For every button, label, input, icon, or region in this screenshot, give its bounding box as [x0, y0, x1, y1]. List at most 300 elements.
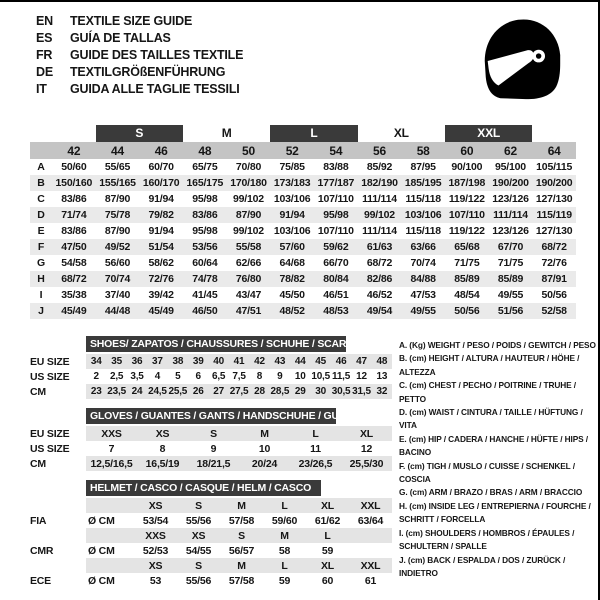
measure-value: 87/91 [541, 273, 567, 285]
measure-value: 107/110 [317, 193, 354, 205]
measure-row [30, 303, 576, 319]
size-value: 34 [90, 356, 102, 367]
helmet-size-label: L [324, 529, 331, 542]
size-value: 26 [192, 386, 204, 397]
language-row [36, 29, 243, 46]
language-code: IT [36, 81, 47, 96]
size-number: 48 [198, 143, 212, 158]
measure-value: 190/200 [492, 177, 529, 189]
measure-value: 84/88 [410, 273, 436, 285]
language-row [36, 63, 243, 80]
size-group-m: M [221, 126, 232, 140]
measure-value: 87/90 [235, 209, 262, 221]
measure-value: 107/110 [448, 209, 485, 221]
size-value: 4 [154, 371, 161, 382]
measure-value: 49/54 [366, 305, 393, 317]
standard-label: CMR [30, 544, 54, 557]
measure-value: 45/49 [148, 305, 174, 317]
measure-value: 190/200 [535, 177, 573, 189]
measure-value: 82/86 [366, 273, 393, 285]
measure-value: 47/51 [235, 305, 262, 317]
measure-value: 105/115 [536, 161, 573, 173]
size-value: 10 [294, 371, 306, 382]
language-list [36, 12, 243, 97]
size-number: 42 [67, 143, 81, 158]
row-label: US SIZE [30, 370, 70, 383]
size-value: 28,5 [270, 386, 290, 397]
helmet-size-label: L [281, 499, 288, 512]
measure-row [30, 175, 576, 191]
measure-value: 71/74 [61, 209, 87, 221]
row-values [86, 354, 392, 369]
legend-item: E. (cm) HIP / CADERA / HANCHE / HÜFTE / HIPS / BACINO [399, 433, 589, 458]
size-value: XL [359, 427, 374, 440]
measure-value: 45/50 [279, 289, 305, 301]
size-value: 2 [93, 371, 99, 382]
size-value: 12 [356, 371, 367, 382]
size-group-l: L [270, 125, 357, 142]
textile-size-table [30, 125, 576, 319]
language-title: GUIDE DES TAILLES TEXTILE [70, 47, 244, 62]
measure-value: 64/68 [279, 257, 305, 269]
measure-value: 119/122 [448, 193, 485, 205]
legend-item: B. (cm) HEIGHT / ALTURA / HAUTEUR / HÖHE / ALTEZZA [399, 353, 580, 377]
legend-item: J. (cm) BACK / ESPALDA / DOS / ZURÜCK / INDIETRO [399, 554, 566, 578]
measure-value: 111/114 [362, 193, 397, 205]
size-value: 6 [195, 371, 201, 382]
row-values [86, 369, 392, 384]
helmet-title: HELMET / CASCO / CASQUE / HELM / CASCO [86, 480, 321, 496]
helmet-size-row [30, 558, 392, 573]
row-label: CM [30, 385, 46, 398]
size-value: 5 [175, 371, 181, 382]
size-value: 27,5 [229, 386, 249, 397]
measure-value: 48/54 [454, 289, 480, 301]
language-row [36, 80, 243, 97]
measure-value: 91/94 [148, 193, 174, 205]
row-letter: A [37, 161, 45, 173]
measure-value: 91/94 [279, 209, 305, 221]
size-value: 13 [376, 371, 388, 382]
legend-item: A. (Kg) WEIGHT / PESO / POIDS / GEWITCH / PESO [399, 340, 596, 350]
size-value: 8 [159, 442, 166, 455]
legend-item: F. (cm) TIGH / MUSLO / CUISSE / SCHENKEL / COSCIA [399, 460, 575, 485]
measure-value: 47/50 [61, 241, 87, 253]
measure-value: 48/53 [323, 305, 349, 317]
measure-value: 107/110 [317, 225, 354, 237]
size-value: 39 [192, 356, 204, 367]
measure-value: 119/122 [448, 225, 485, 237]
head-circumference-value: 54/55 [185, 544, 212, 557]
head-circumference-value: 61 [364, 574, 377, 587]
helmet-table [30, 480, 392, 588]
size-number: 52 [285, 143, 299, 158]
size-value: M [260, 427, 269, 440]
language-code: ES [36, 30, 53, 45]
row-letter: D [37, 209, 45, 221]
size-value: 35 [111, 356, 122, 367]
helmet-size-label: XL [320, 499, 335, 512]
measure-value: 44/48 [104, 305, 131, 317]
measure-value: 78/82 [279, 273, 305, 285]
measure-value: 68/72 [541, 241, 567, 253]
measure-value: 68/72 [366, 257, 393, 269]
measure-value: 68/72 [61, 273, 87, 285]
language-row [36, 46, 243, 63]
head-circumference-value: 59 [321, 544, 334, 557]
helmet-size-label: S [238, 529, 245, 542]
row-letter: F [37, 241, 45, 253]
measure-value: 46/50 [192, 305, 218, 317]
size-value: 29 [294, 386, 306, 397]
measure-value: 115/119 [536, 209, 572, 221]
size-value: 10,5 [311, 371, 330, 382]
measure-value: 46/52 [366, 289, 393, 301]
measure-value: 127/130 [535, 193, 573, 205]
measure-value: 95/100 [495, 161, 526, 173]
head-circumference-value: 57/58 [228, 514, 255, 527]
size-value: 3,5 [130, 371, 144, 382]
row-values [86, 441, 392, 456]
measure-row [30, 271, 576, 287]
legend-list [399, 339, 599, 580]
language-title: GUÍA DE TALLAS [70, 30, 171, 45]
measure-value: 70/74 [104, 273, 131, 285]
size-number: 56 [373, 143, 386, 158]
helmet-size-label: L [281, 559, 288, 572]
legend-item: I. (cm) SHOULDERS / HOMBROS / ÉPAULES / SCHULTERN / SPALLE [399, 527, 575, 552]
measure-value: 66/70 [323, 257, 349, 269]
size-table-row [30, 426, 392, 441]
measure-value: 47/53 [410, 289, 436, 301]
row-letter: E [37, 225, 45, 237]
unit-label: Ø CM [88, 544, 115, 557]
size-value: 16,5/19 [145, 457, 180, 470]
measure-value: 155/165 [99, 177, 136, 189]
size-value: 36 [131, 356, 143, 367]
measure-value: 103/106 [273, 225, 311, 237]
size-number: 46 [154, 143, 168, 158]
measure-value: 41/45 [192, 289, 218, 301]
measure-value: 46/51 [323, 289, 349, 301]
measure-value: 60/70 [148, 161, 174, 173]
size-group-spacer [30, 125, 96, 142]
size-number: 64 [547, 143, 561, 158]
row-label: EU SIZE [30, 355, 70, 368]
gloves-table [30, 408, 392, 471]
measure-value: 127/130 [535, 225, 573, 237]
head-circumference-value: 59/60 [271, 514, 298, 527]
size-value: 37 [152, 356, 163, 367]
measure-value: 79/82 [148, 209, 174, 221]
measure-value: 95/98 [192, 225, 218, 237]
measure-value: 165/175 [186, 177, 224, 189]
size-value: 12,5/16,5 [90, 457, 133, 470]
row-letter: G [37, 257, 45, 269]
size-table-row [30, 441, 392, 456]
measure-value: 83/86 [61, 225, 87, 237]
measure-value: 85/89 [454, 273, 480, 285]
measure-value: 49/55 [497, 289, 524, 301]
row-letter: J [38, 305, 44, 317]
helmet-size-labels [86, 528, 392, 543]
size-value: 25,5 [168, 386, 188, 397]
measure-value: 123/126 [492, 225, 529, 237]
size-value: 47 [356, 356, 367, 367]
size-table-row [30, 369, 392, 384]
legend-item: D. (cm) WAIST / CINTURA / TAILLE / HÜFTUNG / VITA [399, 407, 583, 431]
helmet-body [30, 498, 392, 588]
size-value: 31,5 [352, 386, 371, 397]
helmet-size-label: M [280, 529, 289, 542]
measure-value: 87/95 [410, 161, 436, 173]
shoes-title: SHOES/ ZAPATOS / CHAUSSURES / SCHUHE / SCARPE [86, 336, 346, 352]
helmet-values [86, 573, 392, 588]
measure-value: 72/76 [148, 273, 174, 285]
size-table-row [30, 384, 392, 399]
helmet-size-label: M [237, 559, 246, 572]
row-label: CM [30, 457, 46, 470]
measure-value: 83/88 [323, 161, 349, 173]
helmet-size-label: S [195, 499, 202, 512]
measure-value: 70/74 [410, 257, 436, 269]
size-value: 45 [315, 356, 327, 367]
measure-value: 49/52 [104, 241, 131, 253]
helmet-size-labels [86, 498, 392, 513]
size-value: L [312, 427, 319, 440]
shoes-body [30, 354, 392, 399]
textile-size-row [30, 142, 576, 159]
size-value: 20/24 [251, 457, 278, 470]
size-value: 7 [108, 442, 115, 455]
size-value: 30,5 [331, 386, 351, 397]
measure-row [30, 239, 576, 255]
measure-value: 58/62 [148, 257, 174, 269]
measure-value: 87/90 [104, 193, 131, 205]
measure-value: 35/38 [61, 289, 87, 301]
measure-value: 70/80 [235, 161, 262, 173]
textile-body [30, 159, 576, 319]
measure-value: 111/114 [362, 225, 397, 237]
helmet-size-label: XS [148, 499, 163, 512]
measure-value: 71/75 [497, 257, 524, 269]
measure-value: 115/118 [405, 225, 441, 237]
head-circumference-value: 61/62 [314, 514, 341, 527]
language-code: DE [36, 64, 53, 79]
size-value: S [210, 427, 217, 440]
head-circumference-value: 53 [149, 574, 162, 587]
row-letter: C [37, 193, 45, 205]
measure-value: 99/102 [233, 193, 264, 205]
legend-item: G. (cm) ARM / BRAZO / BRAS / ARM / BRACCIO [399, 487, 583, 498]
measure-value: 80/84 [323, 273, 349, 285]
size-value: 40 [213, 356, 224, 367]
size-group-s: S [96, 125, 183, 142]
measure-value: 49/55 [410, 305, 436, 317]
size-value: 42 [254, 356, 265, 367]
row-label: US SIZE [30, 442, 70, 455]
measure-value: 55/58 [235, 241, 262, 253]
measure-value: 90/100 [451, 161, 483, 173]
helmet-value-row [30, 543, 392, 558]
size-number: 44 [111, 143, 124, 158]
measure-value: 74/78 [192, 273, 218, 285]
measure-value: 65/75 [192, 161, 218, 173]
helmet-size-label: XXS [145, 529, 166, 542]
measure-value: 51/56 [497, 305, 524, 317]
measure-value: 91/94 [148, 225, 174, 237]
measure-value: 76/80 [235, 273, 262, 285]
head-circumference-value: 57/58 [228, 574, 255, 587]
helmet-size-label: S [195, 559, 202, 572]
row-letter: I [39, 289, 43, 301]
size-value: 38 [172, 356, 184, 367]
head-circumference-value: 63/64 [357, 514, 384, 527]
size-value: 24 [131, 386, 143, 397]
size-group-spacer [532, 125, 576, 142]
size-table-row [30, 354, 392, 369]
measure-value: 50/56 [541, 289, 567, 301]
language-code: FR [36, 47, 53, 62]
helmet-size-label: XS [191, 529, 206, 542]
measure-value: 123/126 [492, 193, 529, 205]
measure-value: 48/52 [279, 305, 305, 317]
language-code: EN [36, 13, 53, 28]
measure-value: 95/98 [323, 209, 349, 221]
helmet-size-label: XS [148, 559, 163, 572]
measure-value: 52/58 [541, 305, 567, 317]
size-value: 23/26,5 [298, 457, 333, 470]
size-value: 9 [210, 442, 217, 455]
size-value: 24,5 [148, 386, 167, 397]
size-group-xxl: XXL [445, 125, 532, 142]
size-value: 30 [315, 386, 327, 397]
size-number: 62 [504, 143, 517, 158]
head-circumference-value: 55/56 [185, 574, 212, 587]
row-values [86, 384, 392, 399]
size-value: 9 [277, 371, 283, 382]
size-value: 25,5/30 [349, 457, 384, 470]
measure-value: 103/106 [404, 209, 442, 221]
measure-value: 39/42 [148, 289, 174, 301]
measure-value: 85/89 [497, 273, 524, 285]
language-row [36, 12, 243, 29]
measure-value: 85/92 [366, 161, 393, 173]
size-value: 18/21,5 [196, 457, 231, 470]
measure-value: 173/183 [273, 177, 311, 189]
legend-item: C. (cm) CHEST / PECHO / POITRINE / TRUHE / PETTO [399, 380, 576, 404]
measure-row [30, 287, 576, 303]
helmet-icon [472, 10, 570, 108]
size-value: 8 [256, 371, 263, 382]
size-group-xl: XL [393, 126, 409, 140]
head-circumference-value: 56/57 [228, 544, 255, 557]
size-value: 44 [294, 356, 306, 367]
unit-label: Ø CM [88, 514, 115, 527]
helmet-size-label: M [237, 499, 246, 512]
size-value: 23,5 [107, 386, 126, 397]
unit-label: Ø CM [88, 574, 115, 587]
helmet-size-row [30, 498, 392, 513]
measure-value: 187/198 [448, 177, 486, 189]
measure-value: 62/66 [235, 257, 262, 269]
size-value: 10 [258, 442, 271, 455]
measure-value: 75/78 [104, 209, 131, 221]
measure-value: 83/86 [192, 209, 218, 221]
standard-label: ECE [30, 574, 51, 587]
measure-value: 115/118 [405, 193, 441, 205]
measure-value: 170/180 [230, 177, 267, 189]
measure-value: 75/85 [279, 161, 305, 173]
head-circumference-value: 53/54 [142, 514, 169, 527]
size-value: 27 [213, 386, 224, 397]
measure-value: 55/65 [104, 161, 131, 173]
helmet-value-row [30, 573, 392, 588]
size-value: 23 [90, 386, 102, 397]
size-value: 43 [274, 356, 286, 367]
measure-value: 50/56 [454, 305, 480, 317]
size-value: 7,5 [232, 371, 246, 382]
measure-row [30, 159, 576, 175]
helmet-size-label: XXL [360, 499, 381, 512]
measure-value: 61/63 [366, 241, 393, 253]
row-letter: H [37, 273, 45, 285]
measure-value: 63/66 [410, 241, 436, 253]
measure-value: 83/86 [61, 193, 87, 205]
measure-value: 95/98 [192, 193, 218, 205]
shoes-table [30, 336, 392, 399]
language-title: TEXTILGRÖßENFÜHRUNG [70, 64, 226, 79]
measure-value: 87/90 [104, 225, 131, 237]
measure-value: 111/114 [493, 209, 528, 221]
size-value: 11,5 [332, 371, 351, 382]
measure-value: 72/76 [541, 257, 567, 269]
head-circumference-value: 52/53 [142, 544, 169, 557]
head-circumference-value: 55/56 [185, 514, 212, 527]
measure-value: 65/68 [454, 241, 480, 253]
helmet-values [86, 513, 392, 528]
size-value: 28 [254, 386, 265, 397]
helmet-size-label: XXL [360, 559, 381, 572]
measure-value: 150/160 [55, 177, 93, 189]
size-value: 32 [376, 386, 388, 397]
measure-value: 50/60 [61, 161, 87, 173]
helmet-size-labels [86, 558, 392, 573]
helmet-value-row [30, 513, 392, 528]
size-value: 41 [233, 356, 245, 367]
size-table-row [30, 456, 392, 471]
measure-value: 177/187 [317, 177, 355, 189]
measure-value: 51/54 [148, 241, 174, 253]
size-value: 48 [376, 356, 388, 367]
size-value: XS [155, 427, 170, 440]
measure-value: 37/40 [104, 289, 131, 301]
size-value: 12 [360, 442, 373, 455]
measure-row [30, 223, 576, 239]
size-value: 2,5 [109, 371, 124, 382]
size-value: 11 [310, 442, 321, 455]
size-number: 60 [460, 143, 474, 158]
measure-value: 54/58 [61, 257, 87, 269]
measure-value: 57/60 [279, 241, 305, 253]
row-values [86, 456, 392, 471]
head-circumference-value: 60 [321, 574, 334, 587]
measure-value: 160/170 [142, 177, 180, 189]
measure-value: 45/49 [61, 305, 87, 317]
row-label: EU SIZE [30, 427, 70, 440]
measure-value: 99/102 [233, 225, 264, 237]
measure-value: 56/60 [104, 257, 131, 269]
